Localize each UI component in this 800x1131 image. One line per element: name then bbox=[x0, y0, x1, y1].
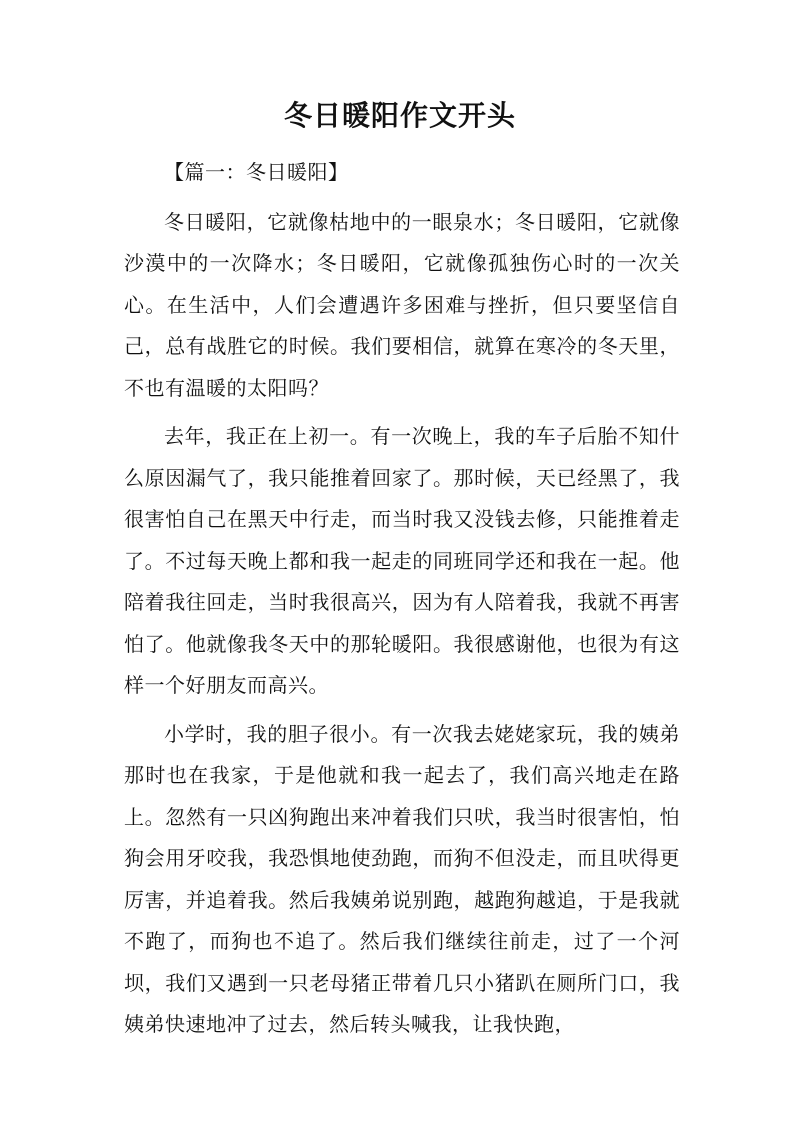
paragraph-1: 冬日暖阳，它就像枯地中的一眼泉水；冬日暖阳，它就像沙漠中的一次降水；冬日暖阳，它就像孤独伤心时的一次关心。在生活中，人们会遭遇许多困难与挫折，但只要坚信自己，总有战胜它的时候。我们要相信，就算在寒冷的冬天里，不也有温暖的太阳吗？ bbox=[124, 209, 680, 400]
document-body bbox=[124, 152, 680, 1053]
document-title: 冬日暖阳作文开头 bbox=[283, 99, 516, 132]
paragraph-3: 小学时，我的胆子很小。有一次我去姥姥家玩，我的姨弟那时也在我家，于是他就和我一起去了，我们高兴地走在路上。忽然有一只凶狗跑出来冲着我们只吠，我当时很害怕，怕狗会用牙咬我，我恐惧地使劲跑，而狗不但没走，而且吠得更厉害，并追着我。然后我姨弟说别跑，越跑狗越追，于是我就不跑了，而狗也不追了。然后我们继续往前走，过了一个河坝，我们又遇到一只老母猪正带着几只小猪趴在厕所门口，我姨弟快速地冲了过去，然后转头喊我，让我快跑， bbox=[124, 721, 680, 1036]
section-heading: 【篇一：冬日暖阳】 bbox=[164, 160, 349, 184]
paragraph-2: 去年，我正在上初一。有一次晚上，我的车子后胎不知什么原因漏气了，我只能推着回家了。那时候，天已经黑了，我很害怕自己在黑天中行走，而当时我又没钱去修，只能推着走了。不过每天晚上都和我一起走的同班同学还和我在一起。他陪着我往回走，当时我很高兴，因为有人陪着我，我就不再害怕了。他就像我冬天中的那轮暖阳。我很感谢他，也很为有这样一个好朋友而高兴。 bbox=[124, 424, 680, 697]
